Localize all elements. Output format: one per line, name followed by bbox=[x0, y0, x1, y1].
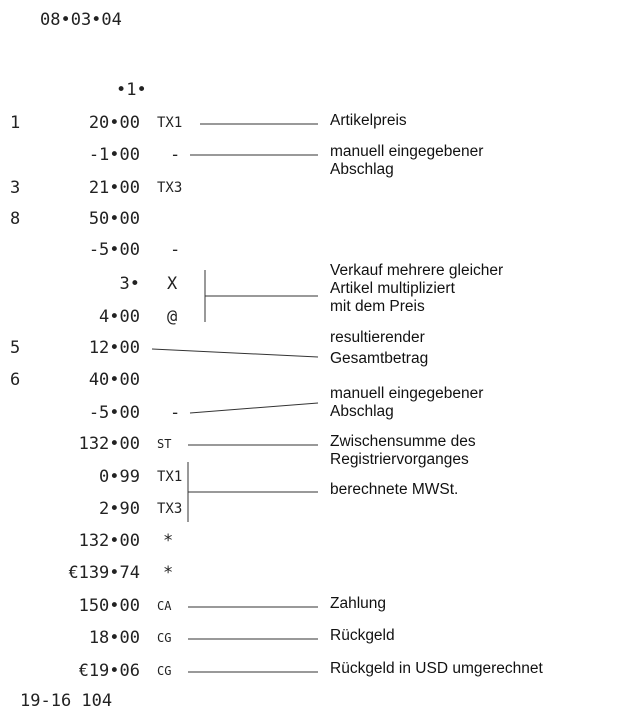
amount: 21•00 bbox=[88, 178, 140, 198]
annotation-abschlag1-line2: Abschlag bbox=[330, 161, 394, 178]
amount: 132•00 bbox=[78, 434, 140, 454]
annotation-result-line1: resultierender bbox=[330, 329, 425, 346]
amount: €19•06 bbox=[78, 661, 140, 681]
amount: 18•00 bbox=[88, 628, 140, 648]
annotation-zahlung: Zahlung bbox=[330, 595, 387, 612]
amount: -1•00 bbox=[88, 145, 140, 165]
annotation-abschlag1-line1: manuell eingegebener bbox=[330, 143, 484, 160]
annotation-subtotal-line1: Zwischensumme des bbox=[330, 433, 476, 450]
amount: 132•00 bbox=[78, 531, 140, 551]
tax-code: TX3 bbox=[157, 501, 183, 517]
cash-code: CA bbox=[157, 599, 172, 613]
annotation-multi-line2: Artikel multipliziert bbox=[330, 280, 455, 297]
amount: 40•00 bbox=[88, 370, 140, 390]
amount: -5•00 bbox=[88, 240, 140, 260]
amount: 0•99 bbox=[99, 467, 140, 487]
amount: 4•00 bbox=[99, 307, 140, 327]
amount: 150•00 bbox=[78, 596, 140, 616]
amount: 50•00 bbox=[88, 209, 140, 229]
connector-result bbox=[152, 349, 318, 357]
change-code: CG bbox=[157, 631, 172, 645]
dept-number: 1 bbox=[10, 113, 21, 133]
receipt-date: 08•03•04 bbox=[40, 10, 122, 30]
amount: 20•00 bbox=[88, 113, 140, 133]
dept-number: 5 bbox=[10, 338, 21, 358]
minus-code: - bbox=[170, 240, 181, 260]
asterisk-code: * bbox=[163, 531, 174, 551]
annotation-mwst: berechnete MWSt. bbox=[330, 481, 459, 498]
change-code: CG bbox=[157, 664, 172, 678]
annotation-subtotal-line2: Registriervorganges bbox=[330, 451, 469, 468]
receipt-header-mark: •1• bbox=[116, 80, 147, 100]
annotation-multi-line1: Verkauf mehrere gleicher bbox=[330, 262, 504, 279]
annotation-abschlag2-line2: Abschlag bbox=[330, 403, 394, 420]
subtotal-code: ST bbox=[157, 437, 172, 451]
at-code: @ bbox=[167, 307, 178, 327]
tax-code: TX1 bbox=[157, 115, 183, 131]
annotation-rueckgeld: Rückgeld bbox=[330, 627, 395, 644]
amount: -5•00 bbox=[88, 403, 140, 423]
annotation-rueckgeld-usd: Rückgeld in USD umgerechnet bbox=[330, 660, 543, 677]
dept-number: 3 bbox=[10, 178, 21, 198]
amount: €139•74 bbox=[68, 563, 140, 583]
dept-number: 6 bbox=[10, 370, 21, 390]
multiply-code: X bbox=[167, 274, 178, 294]
amount: 12•00 bbox=[88, 338, 140, 358]
connector-abschlag2 bbox=[190, 403, 318, 413]
amount: 2•90 bbox=[99, 499, 140, 519]
tax-code: TX3 bbox=[157, 180, 183, 196]
amount: 3• bbox=[119, 274, 140, 294]
dept-number: 8 bbox=[10, 209, 21, 229]
annotation-multi-line3: mit dem Preis bbox=[330, 298, 425, 315]
receipt-footer: 19-16 104 bbox=[20, 691, 113, 711]
annotation-result-line2: Gesamtbetrag bbox=[330, 350, 429, 367]
tax-code: TX1 bbox=[157, 469, 183, 485]
annotation-artikelpreis: Artikelpreis bbox=[330, 112, 407, 129]
asterisk-code: * bbox=[163, 563, 174, 583]
annotation-abschlag2-line1: manuell eingegebener bbox=[330, 385, 484, 402]
minus-code: - bbox=[170, 145, 181, 165]
minus-code: - bbox=[170, 403, 181, 423]
